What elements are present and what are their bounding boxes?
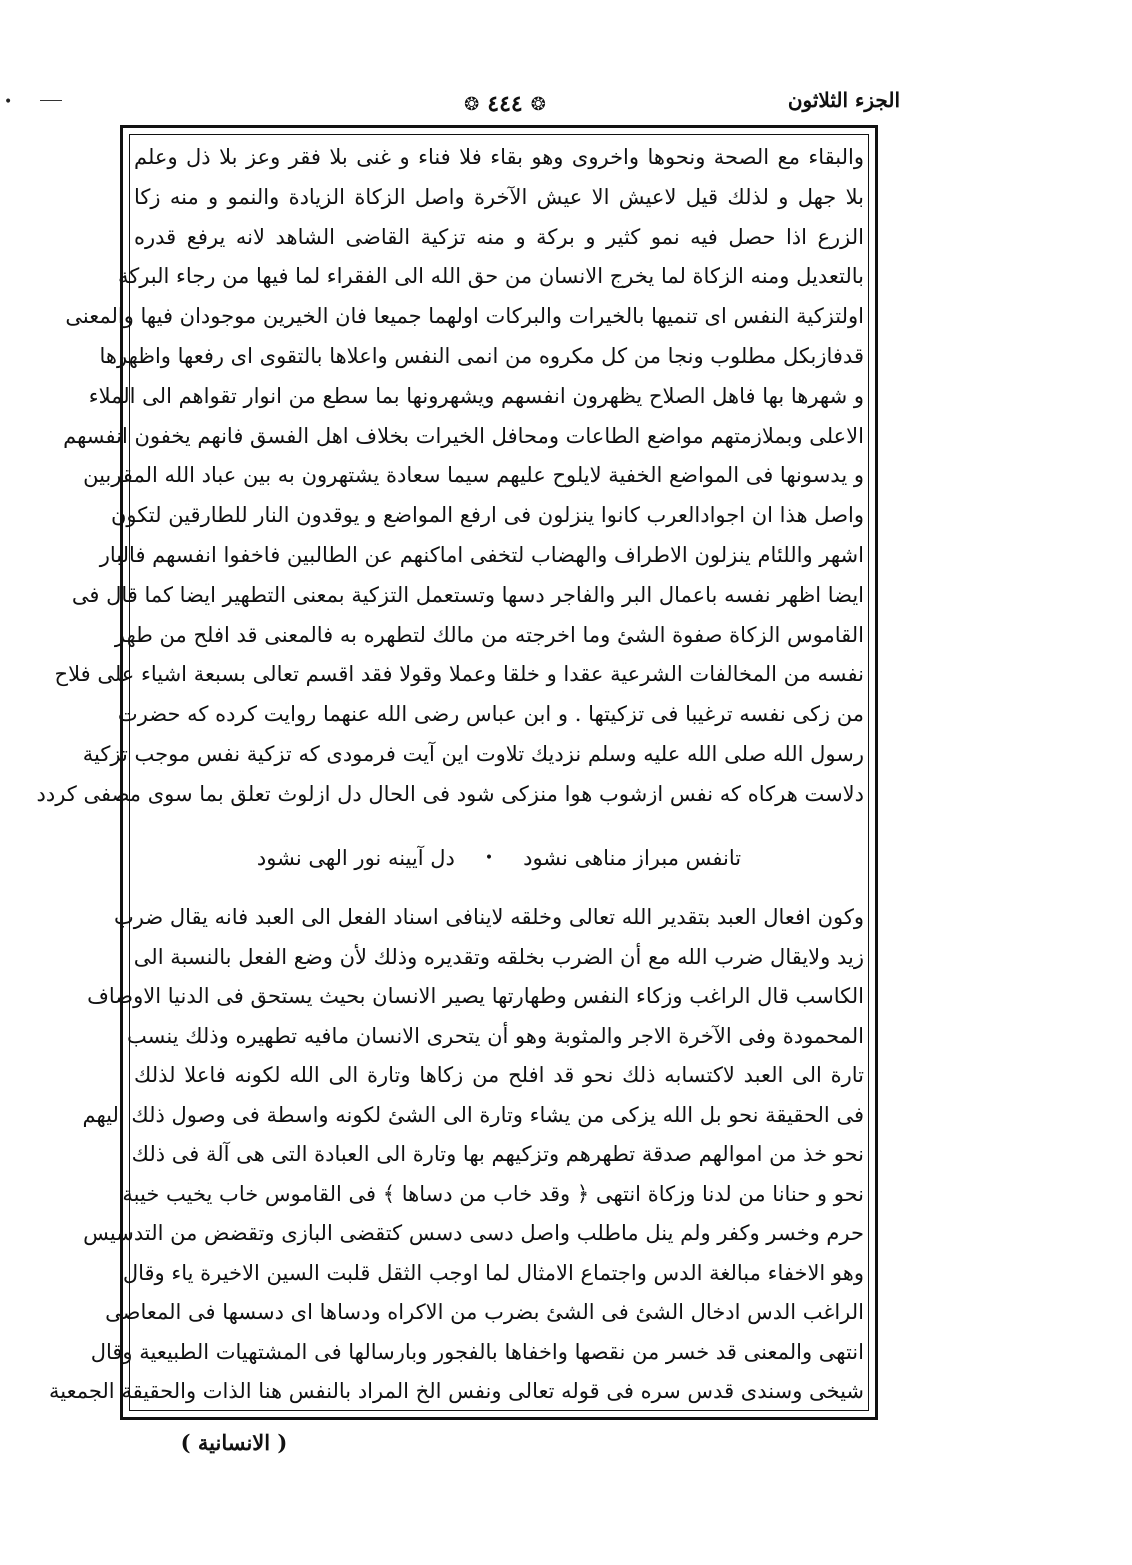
verse-separator: • [484,850,494,866]
text-line: المحمودة وفى الآخرة الاجر والمثوبة وهو أن يتحرى الانسان مافيه تطهيره وذلك ينسب [127,1023,864,1048]
text-line: اولتزكية النفس اى تنميها بالخيرات والبركات اولهما جميعا فان الخيرين موجودان فيها والمعنى [65,304,864,329]
text-line: وكون افعال العبد بتقدير الله تعالى وخلقه لاينافى اسناد الفعل الى العبد فانه يقال ضرب [113,905,864,929]
margin-dash [40,100,62,101]
text-line: بالتعديل ومنه الزكاة لما يخرج الانسان من حق الله الى الفقراء لما فيها من رجاء البركة [117,264,864,289]
text-line: تارة الى العبد لاكتسابه ذلك نحو قد افلح من زكاها وتارة الى الله لكونه فاعلا لذلك [134,1063,864,1087]
text-line: نحو و حنانا من لدنا وزكاة انتهى ﴿ وقد خاب من دساها ﴾ فى القاموس خاب يخيب خيبة [122,1181,864,1206]
text-line: الزرع اذا حصل فيه نمو كثير و بركة و منه تزكية القاضى الشاهد لانه يرفع قدره [134,224,864,249]
page-number-header [440,88,570,120]
text-line: قدفازبكل مطلوب ونجا من كل مكروه من انمى النفس واعلاها بالتقوى اى رفعها واظهرها [99,343,864,368]
margin-mark: • [4,94,13,110]
text-line: اشهر واللئام ينزلون الاطراف والهضاب لتخفى اماكنهم عن الطالبين فاخفوا انفسهم فالبار [99,542,864,567]
text-line: ايضا اظهر نفسه باعمال البر والفاجر دسها وتستعمل التزكية بمعنى التطهير ايضا كما قال فى [71,582,864,607]
text-line: فى الحقيقة نحو بل الله يزكى من يشاء وتارة الى الشئ لكونه واسطة فى وصول ذلك اليهم [82,1102,864,1127]
volume-label: الجزء الثلاثون [787,88,900,112]
ornament-right-icon: ❂ [530,93,546,115]
verse-hemistich-left: دل آيينه نور الهى نشود [256,846,455,870]
text-block-bottom [48,898,864,1412]
text-line: حرم وخسر وكفر ولم ينل ماطلب واصل دسى دسس كتقضى البازى وتقضض من التدسيس [83,1221,864,1245]
text-line: من زكى نفسه ترغيبا فى تزكيتها . و ابن عباس رضى الله عنهما روايت كرده كه حضرت [117,702,864,727]
text-line: الراغب الدس ادخال الشئ فى الشئ بضرب من الاكراه ودساها اى دسسها فى المعاصى [105,1300,864,1324]
verse-hemistich-right: تانفس مبراز مناهى نشود [523,846,742,870]
text-line: والبقاء مع الصحة ونحوها واخروى وهو بقاء فلا فناء و غنى بلا فقر وعز بلا ذل وعلم [134,145,864,169]
text-block-top [36,138,864,815]
text-line: نفسه من المخالفات الشرعية عقدا و خلقا وعملا وقولا فقد اقسم تعالى بسبعة اشياء على فلاح [54,662,864,687]
persian-verse [134,838,864,878]
text-line: بلا جهل و لذلك قيل لاعيش الا عيش الآخرة واصل الزكاة الزيادة والنمو و منه زكا [134,184,864,209]
text-line: وهو الاخفاء مبالغة الدس واجتماع الامثال لما اوجب الثقل قلبت السين الاخيرة ياء وقال [122,1260,864,1285]
text-line: دلاست هركاه كه نفس ازشوب هوا منزكى شود فى الحال دل ازلوث تعلق بما سوى مصفى كردد [36,781,864,806]
text-line: نحو خذ من اموالهم صدقة تطهرهم وتزكيهم بها وتارة الى العبادة التى هى آلة فى ذلك [131,1142,864,1166]
text-line: زيد ولايقال ضرب الله مع أن الضرب بخلقه وتقديره وذلك لأن وضع الفعل بالنسبة الى [133,944,864,969]
text-line: القاموس الزكاة صفوة الشئ وما اخرجته من مالك لتطهره به فالمعنى قد افلح من طهر [114,622,864,647]
text-line: رسول الله صلى الله عليه وسلم نزديك تلاوت اين آيت فرمودى كه تزكية نفس موجب تزكية [82,741,864,766]
ornament-left-icon: ❂ [464,93,480,115]
page-number: ٤٤٤ [487,91,523,117]
text-line: و يدسونها فى المواضع الخفية لايلوح عليهم سيما سعادة يشتهرون به بين عباد الله المقربين [83,463,864,488]
catchword: ( الانسانية ) [180,1430,288,1455]
text-line: انتهى والمعنى قد خسر من نقصها واخفاها بالفجور وبارسالها فى المشتهيات الطبيعية وقال [90,1339,864,1364]
text-line: الكاسب قال الراغب وزكاء النفس وطهارتها يصير الانسان بحيث يستحق فى الدنيا الاوصاف [87,984,864,1008]
text-line: و شهرها بها فاهل الصلاح يظهرون انفسهم ويشهرونها بما سطع من انوار تقواهم الى الملاء [88,383,864,408]
text-line: شيخى وسندى قدس سره فى قوله تعالى ونفس الخ المراد بالنفس هنا الذات والحقيقة الجمعية [48,1379,864,1403]
text-line: الاعلى وبملازمتهم مواضع الطاعات ومحافل الخيرات بخلاف اهل الفسق فانهم يخفون انفسهم [63,423,864,448]
text-line: واصل هذا ان اجوادالعرب كانوا ينزلون فى ارفع المواضع و يوقدون النار للطارقين لتكون [110,503,864,528]
